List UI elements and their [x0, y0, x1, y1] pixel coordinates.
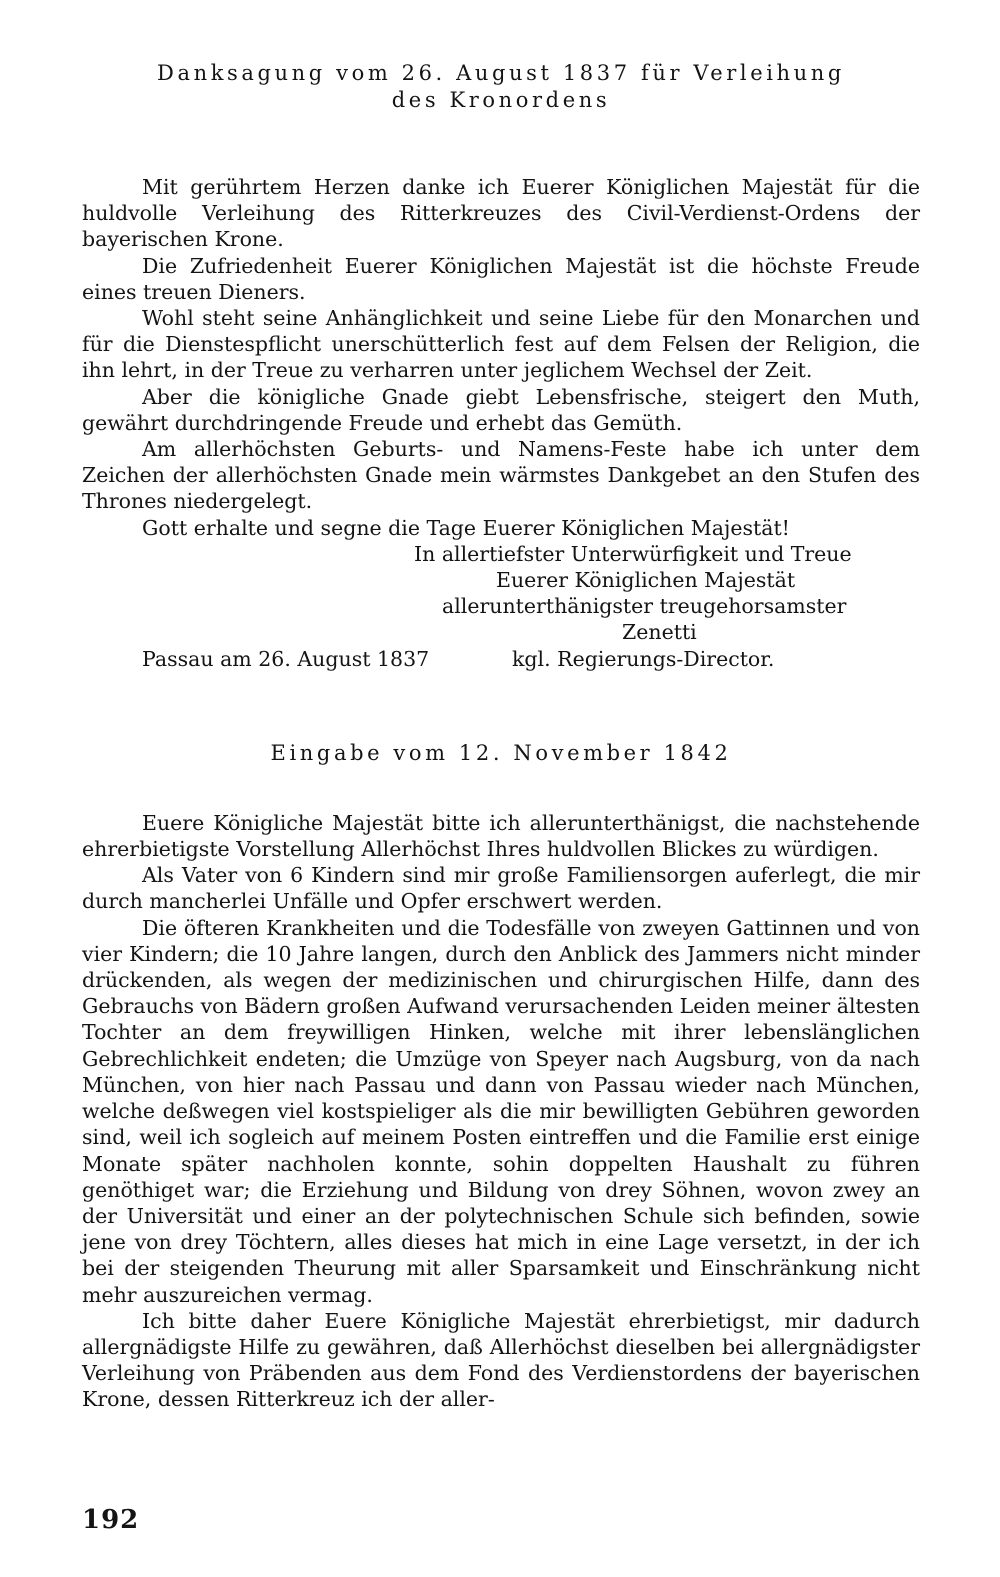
signature: Zenetti [622, 620, 697, 645]
place-date: Passau am 26. August 1837 [142, 646, 430, 671]
signer-role: kgl. Regierungs-Director. [512, 646, 775, 671]
paragraph: Ich bitte daher Euere Königliche Majestät ehrerbietigst, mir dadurch allergnädigste Hilfe zu gewähren, daß Allerhöchst dieselben bei allergnädigster Verleihung von Präbenden aus dem Fond des Verdienstordens der bayerischen Krone, dessen Ritterkreuz ich der aller- [82, 1308, 920, 1412]
paragraph: Aber die königliche Gnade giebt Lebensfrische, steigert den Muth, gewährt durchdringende Freude und erhebt das Gemüth. [82, 384, 920, 435]
section-danksagung [82, 60, 920, 672]
paragraph: Gott erhalte und segne die Tage Euerer Königlichen Majestät! [142, 515, 790, 540]
document-page [82, 60, 920, 1413]
closing-line: In allertiefster Unterwürfigkeit und Treue [414, 541, 852, 566]
section-eingabe [82, 740, 920, 1413]
section-title [82, 60, 920, 114]
closing-line: allerunterthänigster treugehorsamster [442, 594, 847, 619]
letter-body [82, 174, 920, 541]
closing-line: Euerer Königlichen Majestät [496, 568, 796, 593]
title-line: Danksagung vom 26. August 1837 für Verleihung [157, 61, 845, 85]
paragraph: Euere Königliche Majestät bitte ich allerunterthänigst, die nachstehende ehrerbietigste Vorstellung Allerhöchst Ihres huldvollen Blickes zu würdigen. [82, 810, 920, 862]
title-line: Eingabe vom 12. November 1842 [270, 740, 732, 765]
petition-body [82, 810, 920, 1413]
page-number: 192 [82, 1505, 140, 1535]
paragraph: Wohl steht seine Anhänglichkeit und seine Liebe für den Monarchen und für die Dienstespflicht unerschütterlich fest auf dem Felsen der Religion, die ihn lehrt, in der Treue zu verharren unter jeglichem Wechsel der Zeit. [82, 306, 920, 383]
letter-closing [82, 541, 920, 672]
place-and-role [82, 646, 920, 672]
paragraph: Am allerhöchsten Geburts- und Namens-Feste habe ich unter dem Zeichen der allerhöchsten Gnade mein wärmstes Dankgebet an den Stufen des Thrones niedergelegt. [82, 437, 920, 514]
title-line: des Kronordens [391, 88, 611, 112]
section-title [82, 740, 920, 767]
paragraph: Die Zufriedenheit Euerer Königlichen Majestät ist die höchste Freude eines treuen Dieners. [82, 253, 920, 304]
paragraph: Mit gerührtem Herzen danke ich Euerer Königlichen Majestät für die huldvolle Verleihung des Ritterkreuzes des Civil-Verdienst-Ordens der bayerischen Krone. [82, 175, 920, 252]
paragraph: Als Vater von 6 Kindern sind mir große Familiensorgen auferlegt, die mir durch mancherlei Unfälle und Opfer erschwert werden. [82, 863, 920, 914]
paragraph: Die öfteren Krankheiten und die Todesfälle von zweyen Gattinnen und von vier Kindern; die 10 Jahre langen, durch den Anblick des Jammers nicht minder drückenden, als wegen der medizinischen und chirurgischen Hilfe, dann des Gebrauchs von Bädern großen Aufwand verursachenden Leiden meiner ältesten Tochter an dem freywilligen Hinken, welche mit ihrer lebenslänglichen Gebrechlichkeit endeten; die Umzüge von Speyer nach Augsburg, von da nach München, von hier nach Passau und dann von Passau wieder nach München, welche deßwegen viel kostspieliger als die mir bewilligten Gebühren geworden sind, weil ich sogleich auf meinem Posten eintreffen und die Familie erst einige Monate später nachholen konnte, sohin doppelten Haushalt zu führen genöthiget war; die Erziehung und Bildung von drey Söhnen, wovon zwey an der Universität und einer an der polytechnischen Schule sich befinden, sowie jene von drey Töchtern, alles dieses hat mich in eine Lage versetzt, in der ich bei der steigenden Theurung mit aller Sparsamkeit und Einschränkung nicht mehr auszureichen vermag. [82, 915, 920, 1307]
